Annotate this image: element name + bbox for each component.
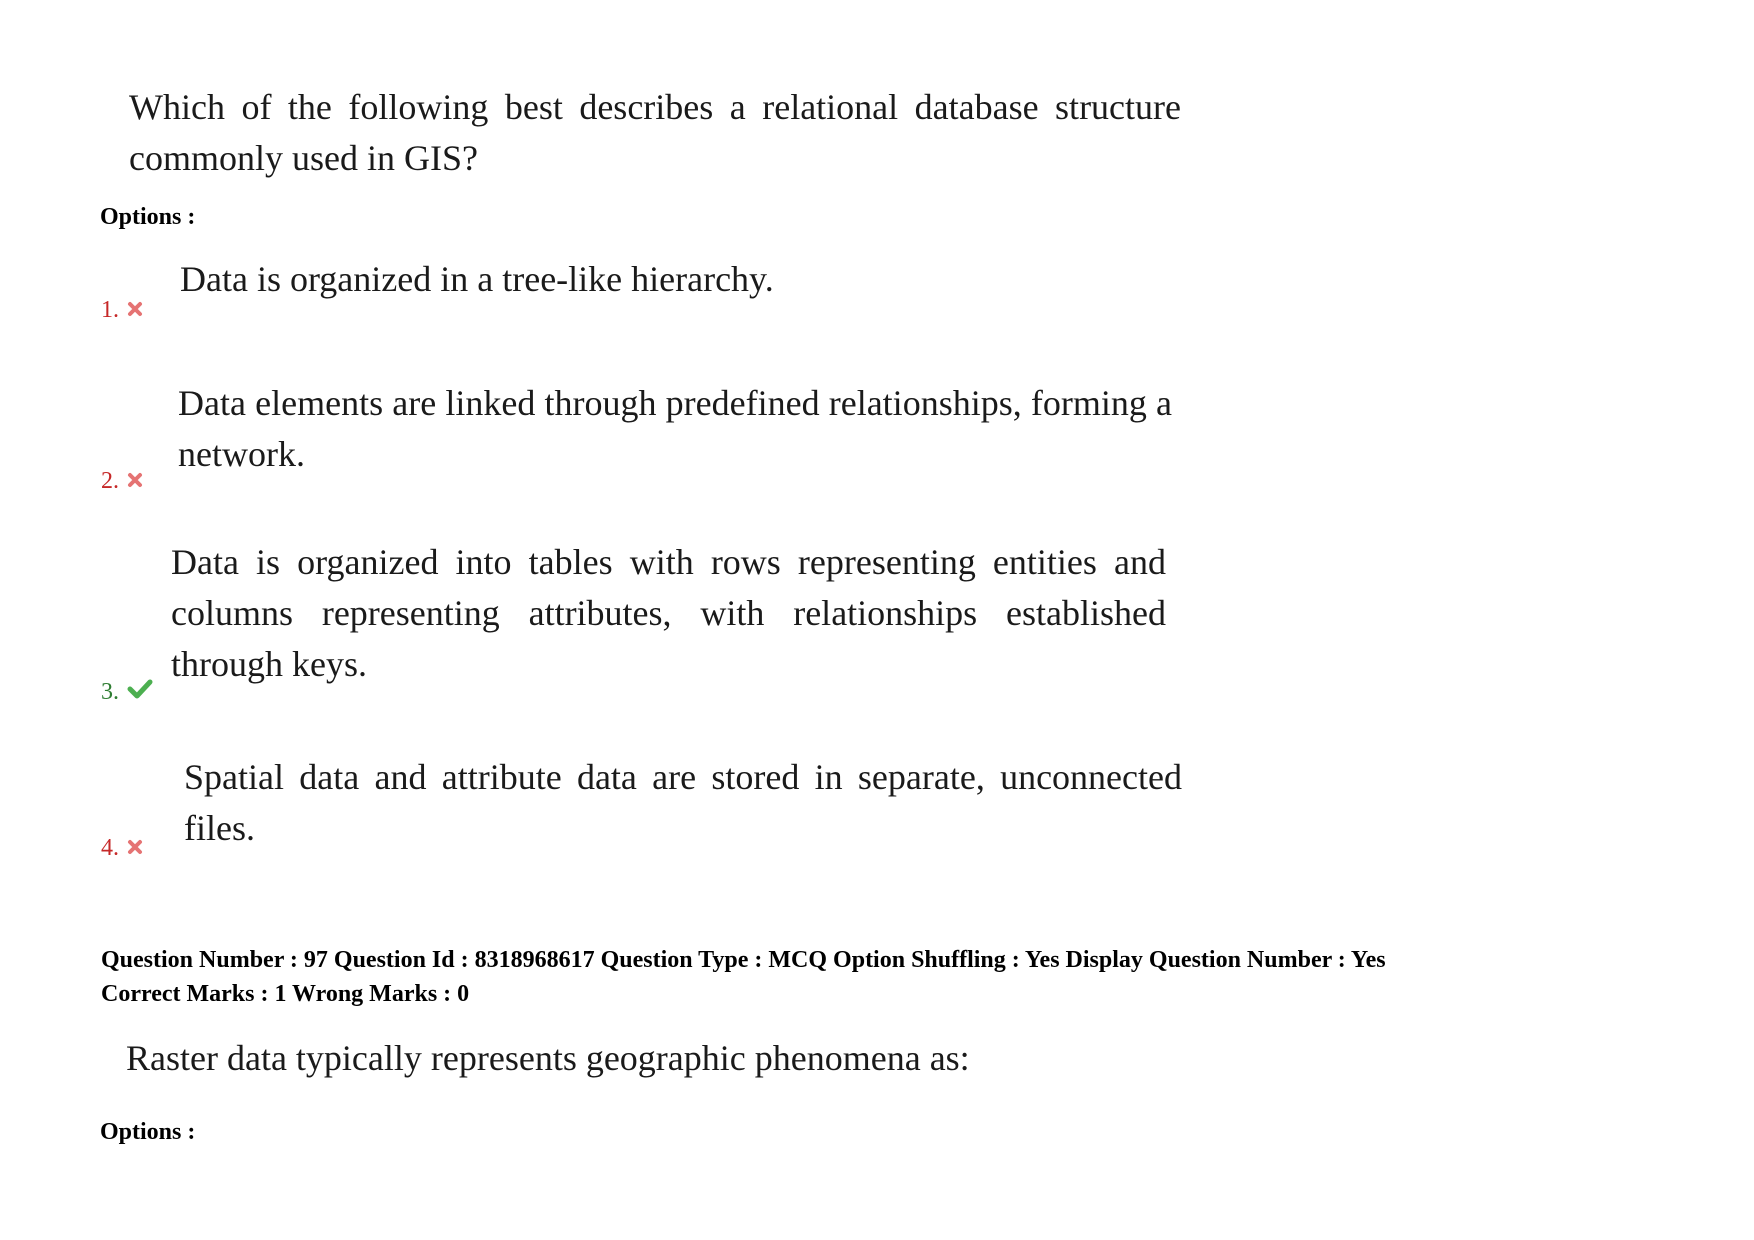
option-text-1: Data is organized in a tree-like hierarchy. — [180, 259, 774, 299]
question-meta-line-1: Question Number : 97 Question Id : 8318968617 Question Type : MCQ Option Shuffling : Yes Display Question Number : Yes — [101, 947, 1386, 973]
option-number-4: 4. — [101, 835, 119, 861]
question-meta-line-2: Correct Marks : 1 Wrong Marks : 0 — [101, 981, 470, 1007]
option-number-2: 2. — [101, 468, 119, 494]
cross-icon — [127, 467, 143, 483]
option-number-3: 3. — [101, 679, 119, 705]
option-text-3: Data is organized into tables with rows representing entities and columns representing attributes, with relationships established through keys. — [171, 542, 1166, 684]
option-text-4: Spatial data and attribute data are stored in separate, unconnected files. — [184, 757, 1182, 848]
cross-icon — [127, 296, 143, 312]
options-label: Options : — [100, 1119, 196, 1145]
option-marker-3 — [101, 678, 153, 706]
cross-icon — [127, 834, 143, 850]
option-number-1: 1. — [101, 297, 119, 323]
question-text: Which of the following best describes a relational database structure commonly used in GIS? — [129, 87, 1181, 178]
options-label: Options : — [100, 204, 196, 230]
option-text-2: Data elements are linked through predefined relationships, forming a network. — [178, 383, 1172, 474]
question-text: Raster data typically represents geographic phenomena as: — [126, 1038, 970, 1078]
check-icon — [127, 678, 153, 698]
option-marker-4 — [101, 834, 143, 862]
option-marker-2 — [101, 467, 143, 495]
option-marker-1 — [101, 296, 143, 324]
